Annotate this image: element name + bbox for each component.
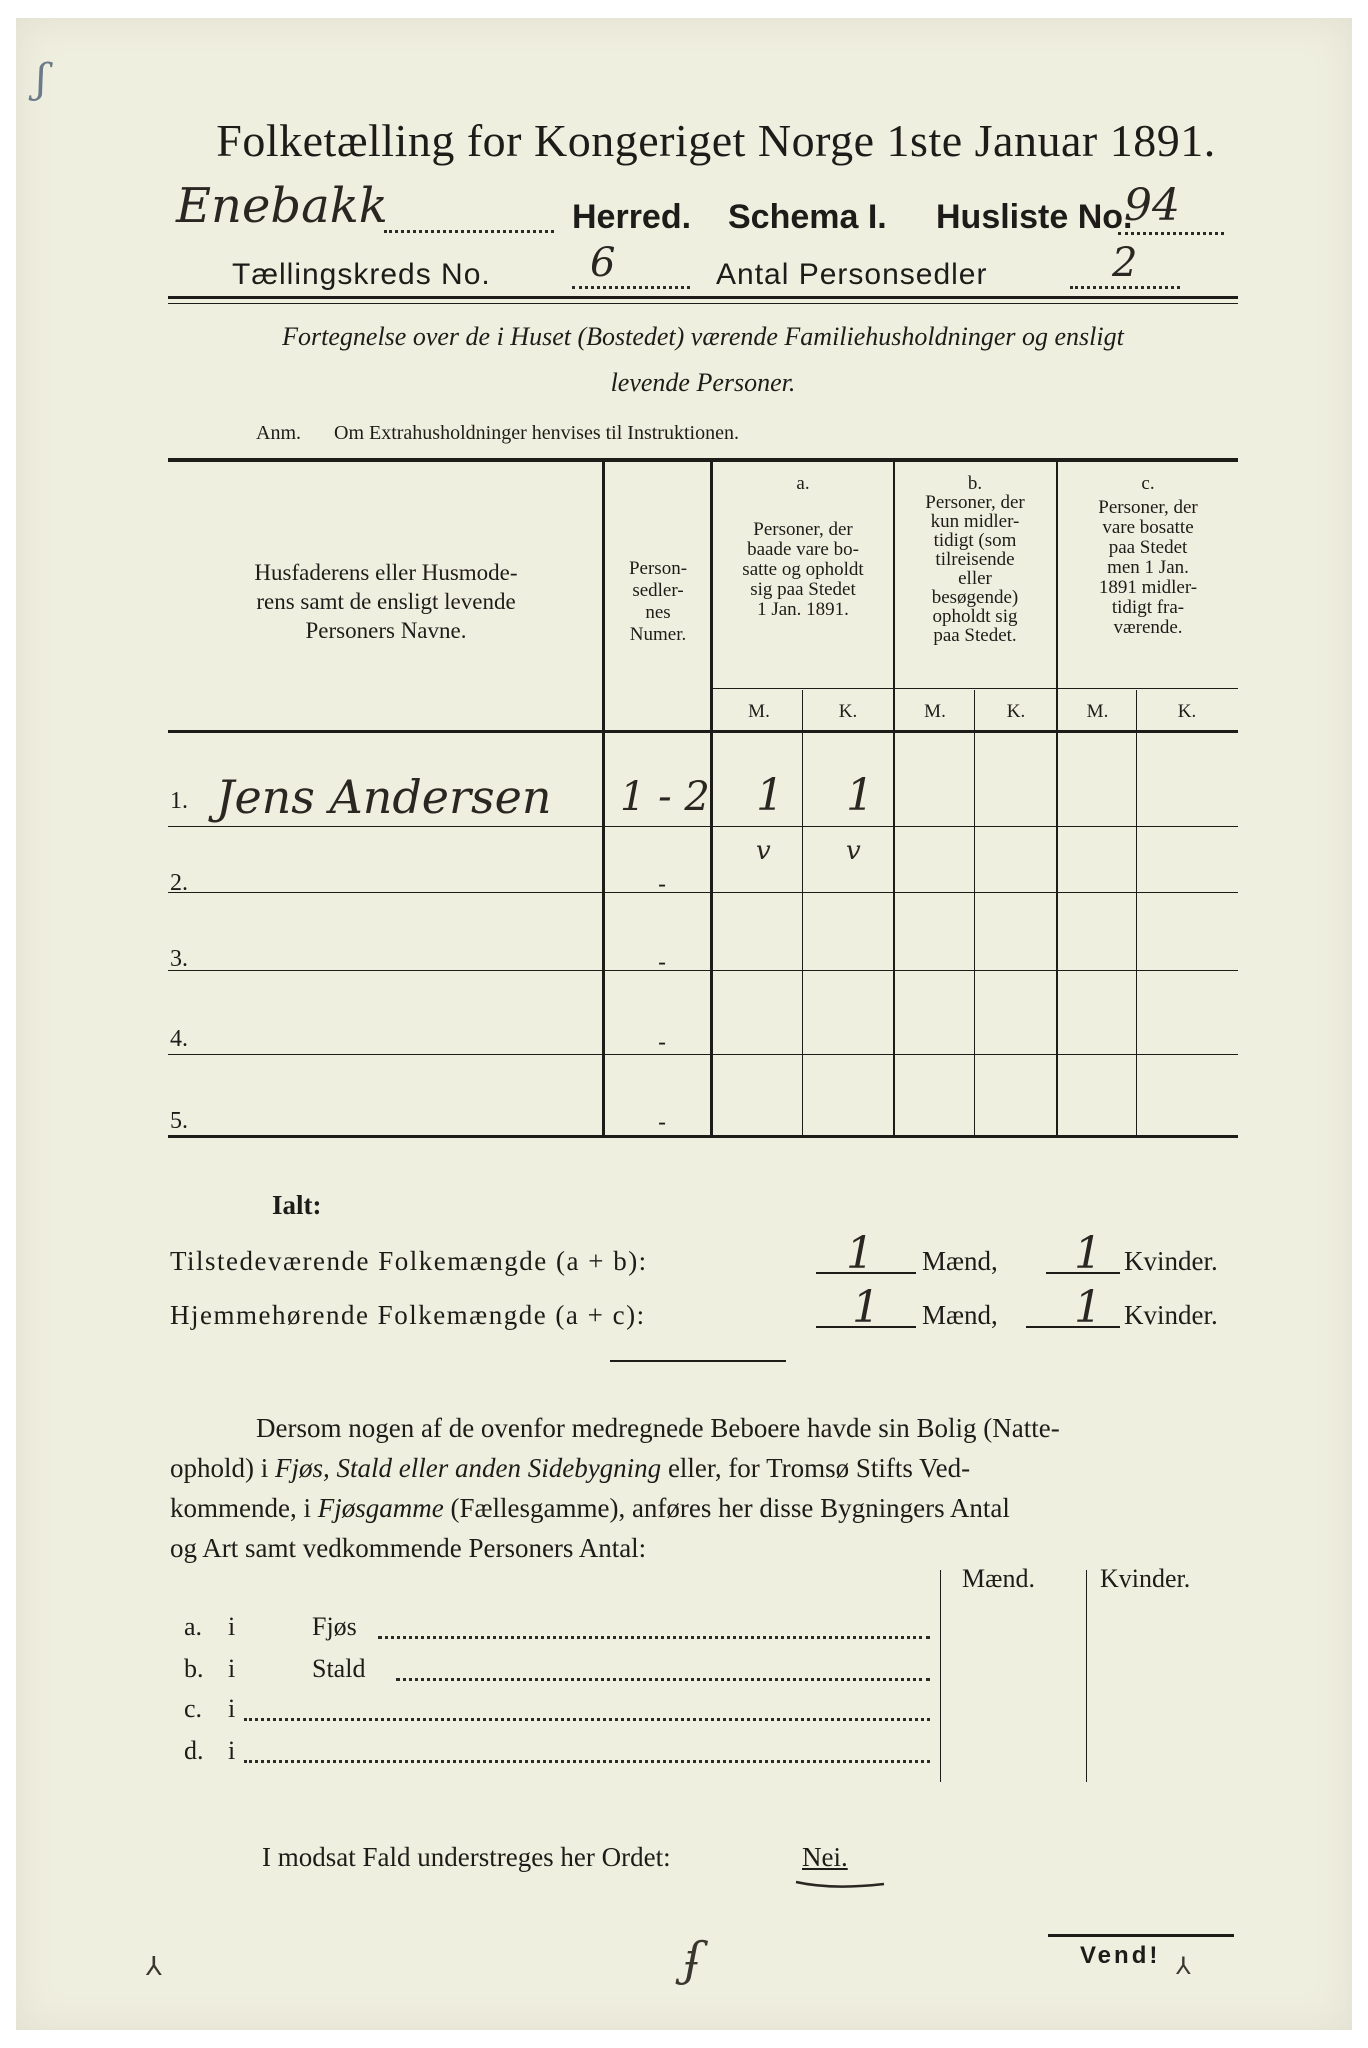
row-3-sedler: - bbox=[658, 948, 667, 976]
header-rule-1 bbox=[168, 296, 1238, 299]
vrule-a-mk bbox=[802, 690, 803, 1135]
form-title: Folketælling for Kongeriget Norge 1ste Januar 1891. bbox=[216, 115, 1216, 166]
col-name-line-3: Personers Navne. bbox=[305, 618, 467, 643]
col-b-line-8: paa Stedet. bbox=[933, 625, 1017, 646]
herred-label: Herred. bbox=[572, 198, 692, 236]
herred-dots bbox=[384, 230, 554, 233]
nei-underline-stroke bbox=[792, 1876, 892, 1892]
para-line-3c: (Fællesgamme), anføres her disse Bygningers Antal bbox=[443, 1493, 1010, 1523]
row-rule-4 bbox=[168, 1054, 1238, 1055]
tilstede-kvinder: Kvinder. bbox=[1124, 1246, 1218, 1276]
row-1-name: Jens Andersen bbox=[216, 770, 552, 824]
table-header-bottom-rule bbox=[168, 730, 1238, 733]
bldg-a-label: Fjøs bbox=[312, 1612, 357, 1641]
vrule-name-head bbox=[602, 462, 605, 730]
bldg-vrule-1 bbox=[940, 1570, 941, 1782]
col-name-line-2: rens samt de ensligt levende bbox=[256, 589, 516, 614]
para-line-2 bbox=[170, 1448, 1240, 1488]
a-m-label: M. bbox=[748, 701, 770, 722]
row-rule-2 bbox=[168, 892, 1238, 893]
col-a-letter: a. bbox=[796, 473, 810, 494]
tilstede-label: Tilstedeværende Folkemængde (a + b): bbox=[170, 1246, 648, 1276]
vrule-b bbox=[1056, 462, 1058, 1135]
vrule-b-mk bbox=[974, 690, 975, 1135]
para-line-3a: kommende, i bbox=[170, 1493, 318, 1523]
row-rule-1 bbox=[168, 826, 1238, 827]
row-1-a-k: 1 bbox=[846, 770, 874, 821]
para-line-3 bbox=[170, 1488, 1240, 1528]
col-a-line-1: Personer, der bbox=[753, 519, 853, 540]
bldg-d-dots bbox=[244, 1760, 930, 1763]
b-k-label: K. bbox=[1006, 701, 1026, 722]
col-c-line-1: Personer, der bbox=[1098, 497, 1198, 518]
taellingskreds-label: Tællingskreds No. bbox=[232, 258, 491, 291]
col-b-letter: b. bbox=[967, 473, 983, 494]
a-k-label: K. bbox=[838, 701, 858, 722]
col-name-header bbox=[176, 558, 596, 645]
center-mark: ʄ bbox=[684, 1932, 702, 1986]
col-b-line-4: tilreisende bbox=[935, 549, 1015, 570]
husliste-dots bbox=[1118, 232, 1224, 235]
bldg-b-label: Stald bbox=[312, 1654, 366, 1683]
col-c-letter: c. bbox=[1141, 473, 1155, 494]
footer-text: I modsat Fald understreges her Ordet: bbox=[262, 1842, 671, 1872]
footer-nei: Nei. bbox=[802, 1842, 848, 1872]
ialt-label: Ialt: bbox=[272, 1190, 322, 1220]
col-num-header bbox=[610, 558, 706, 646]
hjemme-label: Hjemmehørende Folkemængde (a + c): bbox=[170, 1300, 646, 1330]
hjemme-k-line bbox=[1026, 1326, 1120, 1328]
vrule-name-body bbox=[602, 733, 605, 1135]
bldg-d-i: i bbox=[228, 1736, 236, 1765]
tilstede-k: 1 bbox=[1074, 1228, 1102, 1279]
col-b-header bbox=[896, 474, 1054, 645]
col-b-line-2: kun midler- bbox=[930, 511, 1020, 532]
taellingskreds-value: 6 bbox=[590, 240, 616, 286]
col-c-line-7: værende. bbox=[1113, 617, 1183, 638]
col-name-line-1: Husfaderens eller Husmode- bbox=[254, 560, 518, 585]
vend-label: Vend! bbox=[1080, 1942, 1161, 1969]
vrule-a bbox=[893, 462, 895, 1135]
bldg-a-i: i bbox=[228, 1612, 236, 1641]
hjemme-k: 1 bbox=[1074, 1282, 1102, 1333]
bldg-c-i: i bbox=[228, 1694, 236, 1723]
col-a-line-5: 1 Jan. 1891. bbox=[757, 599, 849, 620]
c-k-label: K. bbox=[1177, 701, 1197, 722]
bldg-kvinder-header: Kvinder. bbox=[1100, 1564, 1191, 1593]
col-c-line-3: paa Stedet bbox=[1108, 537, 1188, 558]
row-5-number: 5. bbox=[170, 1108, 188, 1134]
hjemme-maend: Mænd, bbox=[922, 1300, 998, 1330]
header-rule-2 bbox=[168, 303, 1238, 304]
table-top-rule bbox=[168, 458, 1238, 462]
col-c-line-2: vare bosatte bbox=[1102, 517, 1194, 538]
col-c-line-5: 1891 midler- bbox=[1098, 577, 1198, 598]
corner-mark-left: ⅄ bbox=[146, 1952, 162, 1982]
personsedler-label: Antal Personsedler bbox=[716, 258, 988, 291]
bldg-b-letter: b. bbox=[184, 1654, 204, 1683]
bldg-d-letter: d. bbox=[184, 1736, 204, 1765]
vrule-c-mk bbox=[1136, 690, 1137, 1135]
husliste-label: Husliste No. bbox=[936, 198, 1133, 236]
col-num-line-4: Numer. bbox=[629, 624, 687, 645]
tilstede-m: 1 bbox=[846, 1228, 874, 1279]
b-m-label: M. bbox=[924, 701, 946, 722]
bldg-c-letter: c. bbox=[184, 1694, 203, 1723]
vrule-num bbox=[710, 462, 713, 1135]
anm-text: Om Extrahusholdninger henvises til Instruktionen. bbox=[334, 422, 739, 444]
bldg-maend-header: Mænd. bbox=[962, 1564, 1035, 1593]
col-c-header bbox=[1059, 474, 1237, 638]
taellingskreds-dots bbox=[572, 286, 690, 289]
row-4-number: 4. bbox=[170, 1026, 188, 1052]
col-b-line-7: opholdt sig bbox=[932, 606, 1018, 627]
herred-value: Enebakk bbox=[176, 178, 388, 234]
intro-line-2: levende Personer. bbox=[610, 368, 796, 397]
hjemme-m: 1 bbox=[852, 1282, 880, 1333]
bldg-b-i: i bbox=[228, 1654, 236, 1683]
para-line-2b: Fjøs, Stald eller anden Sidebygning bbox=[275, 1453, 662, 1483]
corner-mark-right: ⅄ bbox=[1176, 1952, 1191, 1980]
col-num-line-2: sedler- bbox=[632, 580, 684, 601]
table-bottom-rule bbox=[168, 1135, 1238, 1138]
col-a-line-3: satte og opholdt bbox=[742, 559, 864, 580]
anm-label: Anm. bbox=[256, 422, 301, 444]
col-num-line-1: Person- bbox=[628, 558, 688, 579]
para-line-3b: Fjøsgamme bbox=[317, 1493, 444, 1523]
col-a-line-2: baade vare bo- bbox=[747, 539, 859, 560]
col-b-line-3: tidigt (som bbox=[933, 530, 1017, 551]
bldg-vrule-2 bbox=[1086, 1570, 1087, 1782]
margin-mark: ʃ bbox=[36, 56, 47, 102]
personsedler-dots bbox=[1070, 286, 1180, 289]
col-b-line-1: Personer, der bbox=[925, 492, 1025, 513]
col-num-line-3: nes bbox=[645, 602, 671, 623]
bldg-a-dots bbox=[378, 1636, 930, 1639]
bldg-b-dots bbox=[396, 1678, 930, 1681]
personsedler-value: 2 bbox=[1112, 240, 1138, 286]
row-rule-3 bbox=[168, 970, 1238, 971]
hjemme-kvinder: Kvinder. bbox=[1124, 1300, 1218, 1330]
col-c-line-6: tidigt fra- bbox=[1111, 597, 1185, 618]
row-4-sedler: - bbox=[658, 1028, 667, 1056]
para-line-1: Dersom nogen af de ovenfor medregnede Beboere havde sin Bolig (Natte- bbox=[256, 1413, 1060, 1443]
bldg-c-dots bbox=[244, 1718, 930, 1721]
col-c-line-4: men 1 Jan. bbox=[1107, 557, 1189, 578]
schema-label: Schema I. bbox=[728, 198, 887, 236]
intro-line-1: Fortegnelse over de i Huset (Bostedet) værende Familiehusholdninger og ensligt bbox=[282, 322, 1124, 351]
row-1-number: 1. bbox=[170, 788, 188, 814]
col-a-line-4: sig paa Stedet bbox=[750, 579, 856, 600]
husliste-value: 94 bbox=[1124, 180, 1180, 231]
row-1-sedler: 1 - 2 bbox=[620, 774, 710, 820]
col-a-header bbox=[716, 474, 890, 620]
section-divider bbox=[610, 1360, 786, 1362]
para-line-2c: eller, for Tromsø Stifts Ved- bbox=[661, 1453, 971, 1483]
row-5-sedler: - bbox=[658, 1108, 667, 1136]
bldg-a-letter: a. bbox=[184, 1612, 203, 1641]
row-1-a-m: 1 bbox=[756, 770, 784, 821]
row-1-a-k-check: v bbox=[846, 836, 861, 866]
tilstede-maend: Mænd, bbox=[922, 1246, 998, 1276]
census-form-page bbox=[16, 18, 1352, 2030]
row-2-number: 2. bbox=[170, 870, 188, 896]
mk-header-rule bbox=[713, 688, 1238, 689]
col-b-line-5: eller bbox=[958, 568, 992, 589]
para-line-4: og Art samt vedkommende Personers Antal: bbox=[170, 1533, 647, 1563]
row-3-number: 3. bbox=[170, 946, 188, 972]
row-1-a-m-check: v bbox=[756, 836, 771, 866]
c-m-label: M. bbox=[1086, 701, 1109, 722]
para-line-2a: ophold) i bbox=[170, 1453, 275, 1483]
buildings-paragraph bbox=[170, 1408, 1240, 1568]
row-2-sedler: - bbox=[658, 870, 667, 898]
vend-rule bbox=[1048, 1934, 1234, 1937]
col-b-line-6: besøgende) bbox=[931, 587, 1019, 608]
